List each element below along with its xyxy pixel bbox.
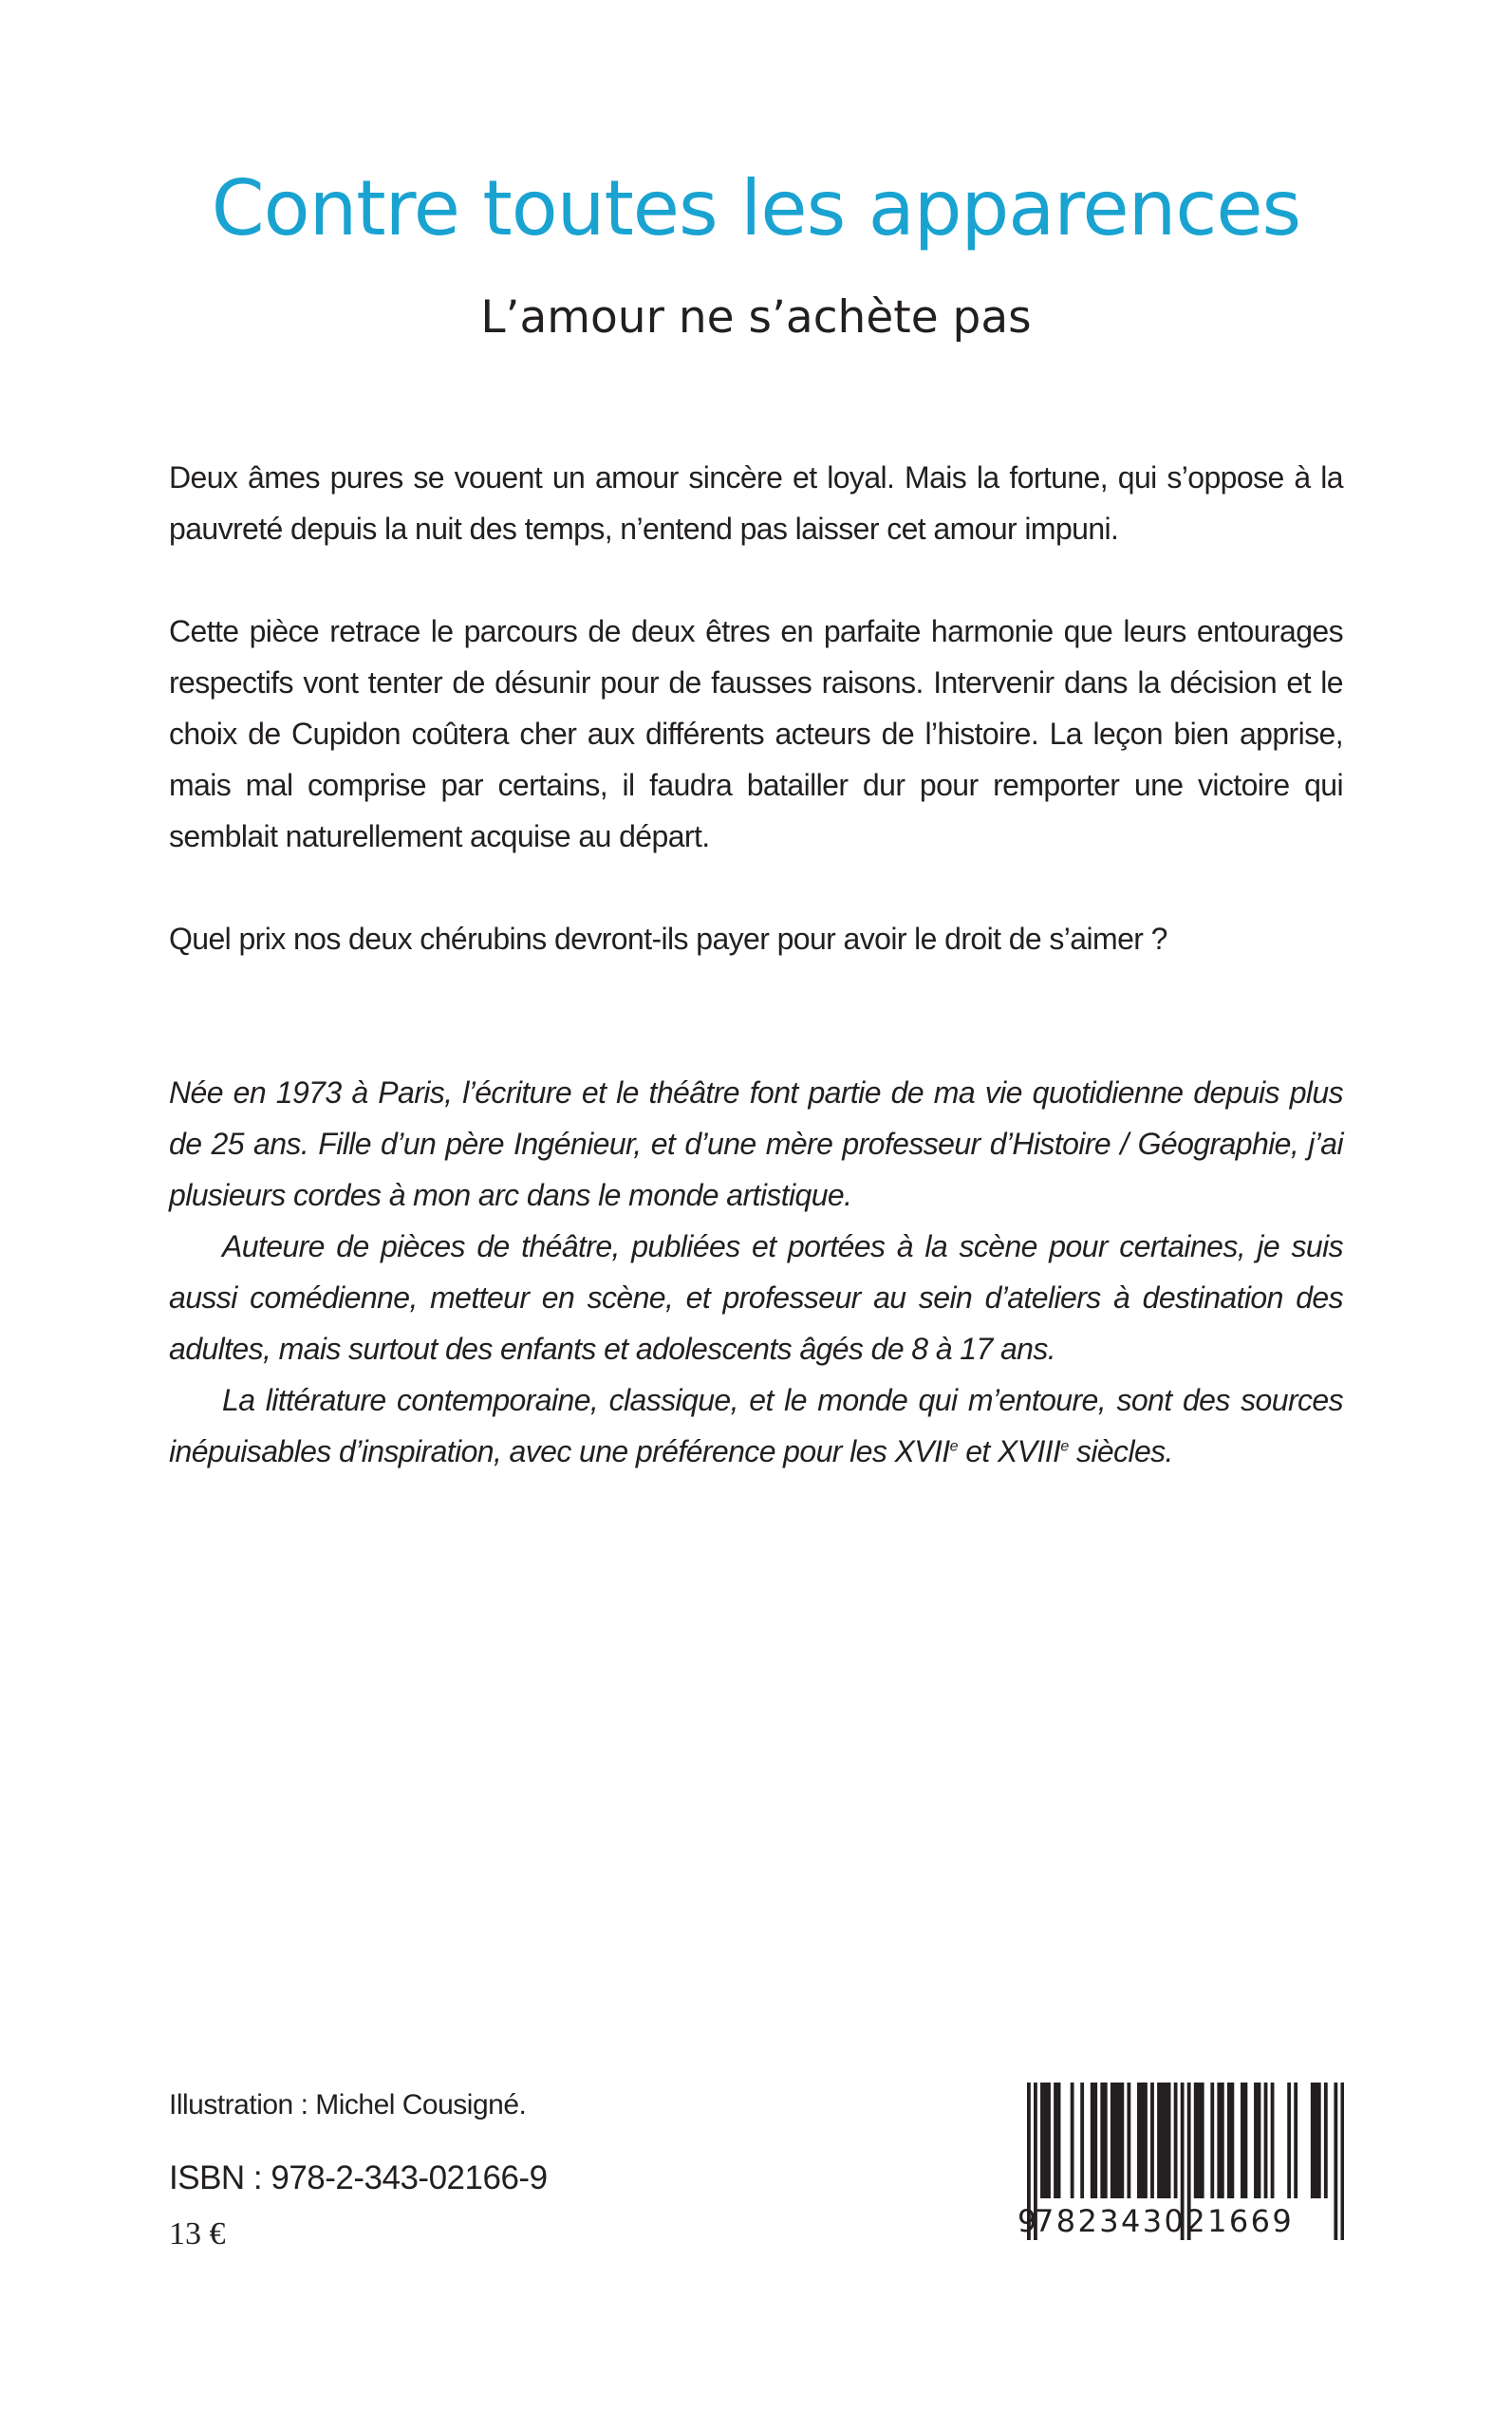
barcode-bar	[1197, 2083, 1201, 2198]
barcode-bar	[1201, 2083, 1204, 2198]
bio-paragraph-3-end: siècles.	[1068, 1434, 1173, 1468]
barcode-bar	[1091, 2083, 1094, 2198]
bio-paragraph-2: Auteure de pièces de théâtre, publiées et portées à la scène pour certaines, je suis aussi comédienne, metteur en scène, et professeur au sein d’ateliers à destination des adultes, mais surtout des enfants et adolescents âgés de 8 à 17 ans.	[169, 1229, 1343, 1366]
synopsis	[169, 452, 1343, 1016]
barcode-bar	[1044, 2083, 1048, 2198]
bio-paragraph-3-mid: et XVIII	[957, 1434, 1061, 1468]
barcode-bar	[1244, 2083, 1248, 2198]
barcode-bar	[1217, 2083, 1221, 2198]
price: 13 €	[169, 2216, 226, 2251]
barcode-bar	[1294, 2083, 1297, 2198]
barcode-bar	[1230, 2083, 1234, 2198]
century-superscript-1: e	[949, 1438, 958, 1455]
barcode-bar	[1287, 2083, 1291, 2198]
barcode-bar	[1174, 2083, 1178, 2198]
barcode-bar	[1054, 2083, 1057, 2198]
synopsis-paragraph-3: Quel prix nos deux chérubins devront-ils payer pour avoir le droit de s’aimer ?	[169, 922, 1167, 956]
barcode-number: 782343021669	[1035, 2203, 1295, 2239]
barcode-bar	[1167, 2083, 1171, 2198]
isbn: ISBN : 978-2-343-02166-9	[169, 2159, 548, 2196]
barcode-bar	[1111, 2083, 1114, 2198]
barcode-bar	[1254, 2083, 1258, 2198]
barcode-digits	[1017, 2202, 1359, 2240]
barcode-bar	[1324, 2083, 1328, 2198]
barcode-bar	[1093, 2083, 1097, 2198]
barcode-bar	[1157, 2083, 1161, 2198]
synopsis-paragraph-1: Deux âmes pures se vouent un amour sincère et loyal. Mais la fortune, qui s’oppose à la pauvreté depuis la nuit des temps, n’entend pas laisser cet amour impuni.	[169, 460, 1343, 546]
barcode-bar	[1100, 2083, 1104, 2198]
barcode-bar	[1113, 2083, 1117, 2198]
barcode-bar	[1120, 2083, 1124, 2198]
barcode-bar	[1150, 2083, 1154, 2198]
author-bio	[169, 1067, 1343, 1477]
illustration-credit: Illustration : Michel Cousigné.	[169, 2089, 527, 2120]
barcode-bar	[1264, 2083, 1268, 2198]
book-title: Contre toutes les apparences	[211, 164, 1301, 252]
barcode-bar	[1221, 2083, 1224, 2198]
barcode-bar	[1317, 2083, 1321, 2198]
barcode-bar	[1057, 2083, 1061, 2198]
barcode-bar	[1164, 2083, 1167, 2198]
barcode-bar	[1141, 2083, 1145, 2198]
barcode-bar	[1047, 2083, 1051, 2198]
barcode-bar	[1311, 2083, 1315, 2198]
barcode-bar	[1080, 2083, 1084, 2198]
bio-paragraph-3-start: La littérature contemporaine, classique, et le monde qui m’entoure, sont des sources inépuisables d’inspiration, avec une préférence pour les XVII	[169, 1383, 1343, 1468]
barcode-bar	[1271, 2083, 1275, 2198]
synopsis-paragraph-2: Cette pièce retrace le parcours de deux êtres en parfaite harmonie que leurs entourages respectifs vont tenter de désunir pour de fausses raisons. Intervenir dans la décision et le choix de Cupidon coûtera cher aux différents acteurs de l’histoire. La leçon bien apprise, mais mal comprise par certains, il faudra batailler dur pour remporter une victoire qui semblait naturellement acquise au départ.	[169, 614, 1343, 853]
barcode-first-digit: 9	[1017, 2203, 1039, 2239]
book-subtitle: L’amour ne s’achète pas	[480, 291, 1032, 344]
barcode-bar	[1104, 2083, 1108, 2198]
barcode-bar	[1040, 2083, 1044, 2198]
barcode-bar	[1127, 2083, 1130, 2198]
barcode-bar	[1144, 2083, 1148, 2198]
bio-paragraph-1: Née en 1973 à Paris, l’écriture et le théâtre font partie de ma vie quotidienne depuis plus de 25 ans. Fille d’un père Ingénieur, et d’une mère professeur d’Histoire / Géographie, j’ai plusieurs cordes à mon arc dans le monde artistique.	[169, 1075, 1343, 1212]
barcode-bar	[1071, 2083, 1074, 2198]
barcode-bar	[1161, 2083, 1165, 2198]
barcode-bar	[1241, 2083, 1244, 2198]
barcode-bar	[1258, 2083, 1261, 2198]
barcode-bar	[1314, 2083, 1317, 2198]
barcode-bar	[1117, 2083, 1121, 2198]
barcode-bar	[1137, 2083, 1141, 2198]
century-superscript-2: e	[1060, 1438, 1069, 1455]
barcode-bar	[1227, 2083, 1231, 2198]
barcode-bar	[1194, 2083, 1198, 2198]
barcode-bar	[1210, 2083, 1214, 2198]
bio-paragraph-3	[169, 1374, 1343, 1477]
